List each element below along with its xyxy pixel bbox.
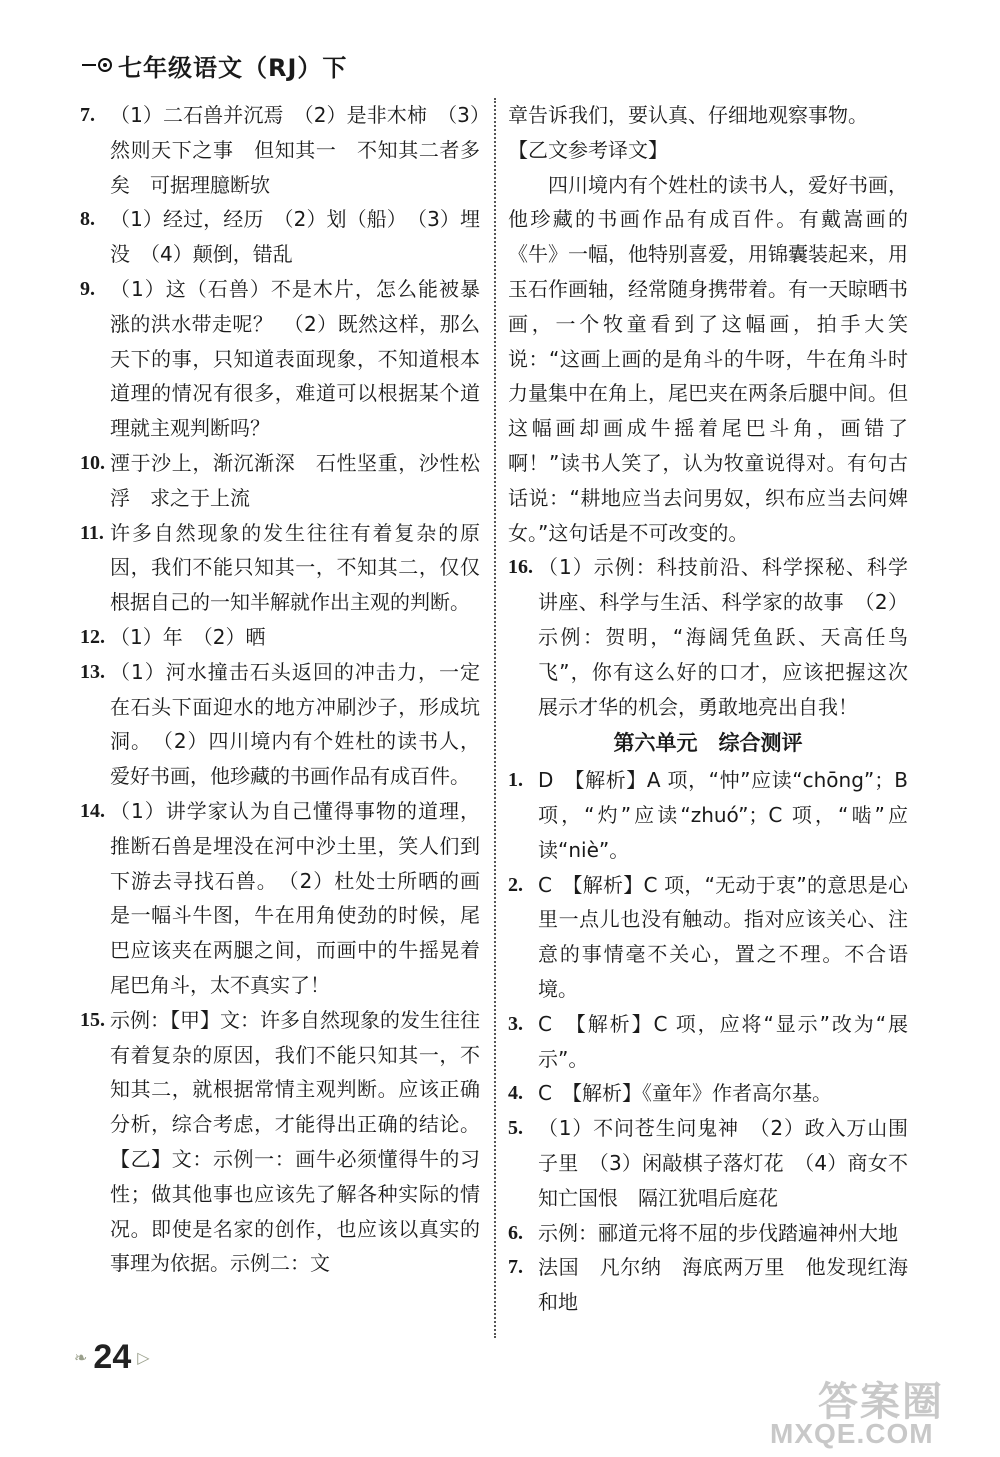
translation-body: 四川境内有个姓杜的读书人，爱好书画，他珍藏的书画作品有成百件。有戴嵩画的《牛》一幅，他特别喜爱，用锦囊装起来，用玉石作画轴，经常随身携带着。有一天晾晒书画，一个牧童看到了这幅画，拍手大笑说：“这画上画的是角斗的牛呀，牛在角斗时力量集中在角上，尾巴夹在两条后腿中间。但这幅画却画成牛摇着尾巴斗角，画错了啊！”读书人笑了，认为牧童说得对。有句古话说：“耕地应当去问男奴，织布应当去问婢女。”这句话是不可改变的。: [508, 172, 908, 545]
answer-item-16: 16. （1）示例：科技前沿、科学探秘、科学讲座、科学与生活、科学家的故事 （2）示例：贺明，“海阔凭鱼跃、天高任鸟飞”，你有这么好的口才，应该把握这次展示才华的机会，勇敢地亮出自我！: [508, 555, 908, 719]
column-divider: [494, 98, 496, 1338]
test-item-4: 4. C 【解析】《童年》作者高尔基。: [508, 1081, 832, 1106]
page-footer: [74, 1338, 150, 1377]
header-rule: [82, 64, 96, 66]
watermark-logo: [760, 1370, 990, 1450]
leaf-ornament-icon: ❧: [74, 1348, 88, 1367]
test-item-7: 7. 法国 凡尔纳 海底两万里 他发现红海和地: [508, 1255, 908, 1315]
section-title: 第六单元 综合测评: [613, 731, 803, 756]
answer-15-continuation: 章告诉我们，要认真、仔细地观察事物。: [508, 103, 868, 127]
test-item-2: 2. C 【解析】C 项，“无动于衷”的意思是心里一点儿也没有触动。指对应该关心、注意的事情毫不关心，置之不理。不合语境。: [508, 872, 908, 1001]
page-header: [82, 48, 347, 82]
answer-item-15: 15. 示例：【甲】文：许多自然现象的发生往往有着复杂的原因，我们不能只知其一，不知其二，就根据常情主观判断。应该正确分析，综合考虑，才能得出正确的结论。【乙】文：示例一：画牛必须懂得牛的习性；做其他事也应该先了解各种实际的情况。即使是名家的创作，也应该以真实的事理为依据。示例二：文: [80, 1007, 480, 1276]
answer-item-9: 9. （1）这（石兽）不是木片，怎么能被暴涨的洪水带走呢？ （2）既然这样，那么天下的事，只知道表面现象，不知道根本道理的情况有很多，难道可以根据某个道理就主观判断吗？: [80, 276, 480, 441]
left-column: [80, 98, 480, 1281]
answer-item-7: 7. （1）二石兽并沉焉 （2）是非木柿 （3）然则天下之事 但知其一 不知其二者多矣 可据理臆断欤: [80, 103, 480, 197]
test-item-3: 3. C 【解析】C 项，应将“显示”改为“展示”。: [508, 1011, 908, 1071]
arrow-ornament-icon: ▷: [137, 1348, 150, 1367]
test-item-6: 6. 示例：郦道元将不屈的步伐踏遍神州大地: [508, 1220, 898, 1245]
answer-item-10: 10. 湮于沙上，渐沉渐深 石性坚重，沙性松浮 求之于上流: [80, 450, 480, 510]
answer-item-12: 12. （1）年 （2）晒: [80, 624, 266, 649]
answer-item-14: 14. （1）讲学家认为自己懂得事物的道理，推断石兽是埋没在河中沙土里，笑人们到下游去寻找石兽。 （2）杜处士所晒的画是一幅斗牛图，牛在用角使劲的时候，尾巴应该夹在两腿之间，而画中的牛摇晃着尾巴角斗，太不真实了！: [80, 798, 480, 997]
page-number: 24: [93, 1338, 132, 1376]
right-column: [508, 98, 908, 1320]
test-item-1: 1. D 【解析】A 项，“忡”应读“chōng”；B 项，“灼”应读“zhuó”；C 项，“啮”应读“niè”。: [508, 768, 908, 862]
test-item-5: 5. （1）不问苍生问鬼神 （2）政入万山围子里 （3）闲敲棋子落灯花 （4）商女不知亡国恨 隔江犹唱后庭花: [508, 1116, 908, 1210]
header-title: 七年级语文（RJ）下: [118, 53, 348, 82]
answer-item-8: 8. （1）经过，经历 （2）划（船） （3）埋没 （4）颠倒，错乱: [80, 207, 480, 267]
watermark-line1: 答案圈: [818, 1379, 944, 1425]
translation-heading: 【乙文参考译文】: [508, 137, 668, 162]
book-logo-icon: [98, 58, 112, 72]
answer-item-11: 11. 许多自然现象的发生往往有着复杂的原因，我们不能只知其一，不知其二，仅仅根据自己的一知半解就作出主观的判断。: [80, 520, 480, 615]
watermark-line2: MXQE.COM: [770, 1418, 934, 1449]
answer-item-13: 13. （1）河水撞击石头返回的冲击力，一定在石头下面迎水的地方冲刷沙子，形成坑洞。 （2）四川境内有个姓杜的读书人，爱好书画，他珍藏的书画作品有成百件。: [80, 659, 480, 789]
